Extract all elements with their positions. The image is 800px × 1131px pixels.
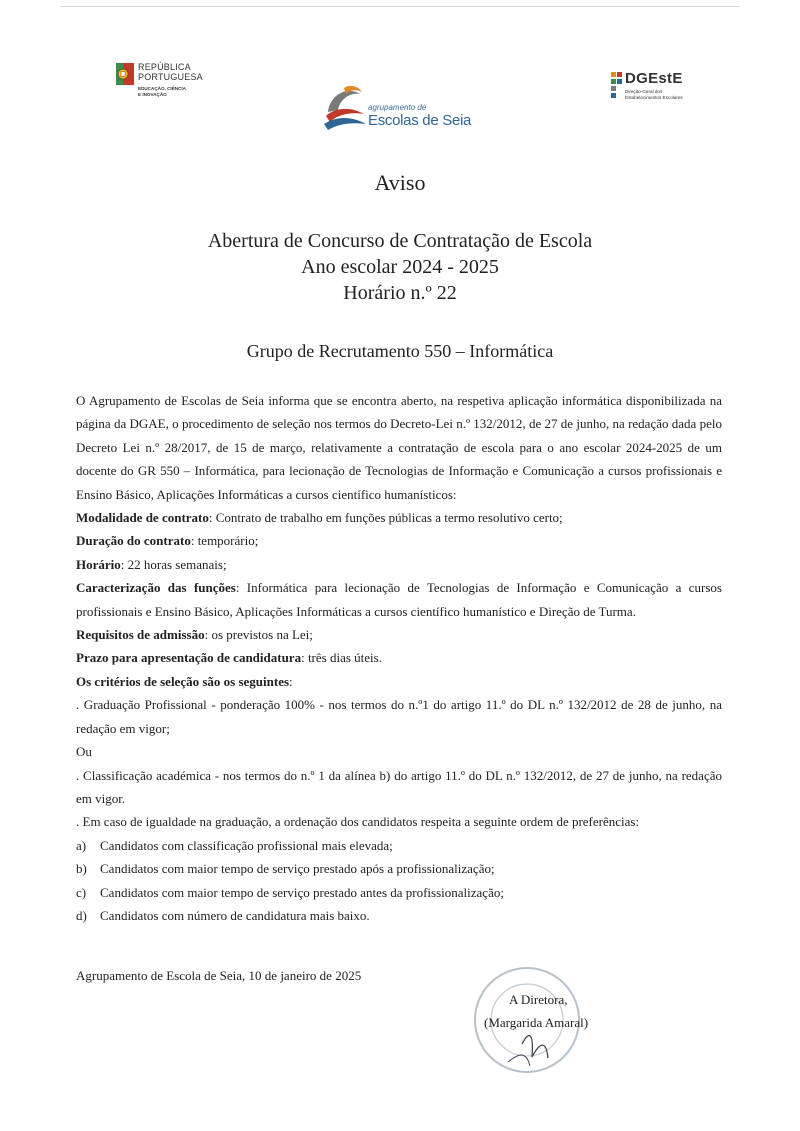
criteria-heading — [76, 670, 722, 693]
field-value: : Informática para lecionação de Tecnologias de Informação e Comunicação a cursos profissionais e Ensino Básico, Aplicações Informáticas a cursos científico humanístico e Direção de Turma. — [76, 580, 722, 619]
scan-edge-line — [60, 6, 740, 7]
field-value: : três dias úteis. — [301, 650, 382, 666]
place-and-date: Agrupamento de Escola de Seia, 10 de janeiro de 2025 — [76, 968, 362, 983]
recruitment-group: Grupo de Recrutamento 550 – Informática — [246, 341, 554, 361]
dgeste-sub-line2: Estabelecimentos Escolares — [625, 94, 683, 100]
field-label: Requisitos de admissão — [76, 627, 205, 643]
dgeste-logo — [611, 70, 721, 115]
criteria-item-2: . Classificação académica - nos termos do n.º 1 da alínea b) do artigo 11.º do DL n.º 132/2012, de 27 de junho, na redação em vigor. — [76, 767, 722, 806]
field-label: Prazo para apresentação de candidatura — [76, 650, 302, 666]
subtitle-line1: Abertura de Concurso de Contratação de Escola — [207, 230, 593, 252]
list-text: Candidatos com maior tempo de serviço prestado após a profissionalização; — [100, 861, 495, 877]
list-marker: d) — [76, 907, 87, 923]
signature-name: (Margarida Amaral) — [484, 1015, 589, 1030]
dgeste-title: DGEstE — [625, 70, 683, 87]
list-marker: b) — [76, 861, 87, 877]
signature-role: A Diretora, — [509, 992, 568, 1007]
escolas-de-seia-logo — [322, 82, 472, 134]
criteria-or: Ou — [76, 744, 92, 760]
field-label: Duração do contrato — [76, 533, 191, 549]
ministry-name — [138, 86, 186, 97]
field-requisitos — [76, 623, 722, 646]
list-text: Candidatos com número de candidatura mais baixo. — [100, 907, 370, 923]
field-label: Modalidade de contrato — [76, 510, 209, 526]
escolas-swirl-icon — [322, 82, 368, 132]
subtitle-line2: Ano escolar 2024 - 2025 — [301, 256, 499, 278]
field-duracao — [76, 529, 722, 552]
ministry-line1: EDUCAÇÃO, CIÊNCIA — [138, 86, 186, 91]
criteria-heading-colon: : — [289, 673, 293, 689]
dgeste-mark-icon — [611, 72, 623, 98]
field-label: Horário — [76, 556, 121, 572]
list-marker: a) — [76, 837, 87, 853]
republica-line2: PORTUGUESA — [138, 72, 203, 82]
intro-paragraph: O Agrupamento de Escolas de Seia informa que se encontra aberto, na respetiva aplicação informática disponibilizada na página da DGAE, o procedimento de seleção nos termos do Decreto-Lei n.º 132/2012, de 27 de junho, na redação dada pelo Decreto Lei n.º 28/2017, de 15 de março, relativamente a contratação de escola para o ano escolar 2024-2025 de um docente do GR 550 – Informática, para lecionação de Tecnologias de Informação e Comunicação a cursos profissionais e Ensino Básico, Aplicações Informáticas a cursos científico humanísticos: — [76, 393, 722, 502]
list-text: Candidatos com maior tempo de serviço prestado antes da profissionalização; — [100, 884, 504, 900]
field-value: : temporário; — [190, 533, 259, 549]
criteria-item-1: . Graduação Profissional - ponderação 100% - nos termos do n.º1 do artigo 11.º do DL n.º 132/2012 de 28 de junho, na redação em vigor; — [76, 697, 722, 736]
dgeste-sub-line1: Direção-Geral dos — [625, 89, 663, 94]
list-item — [76, 881, 722, 904]
dgeste-subtitle — [625, 89, 683, 100]
escolas-line2: Escolas de Seia — [368, 112, 472, 129]
document-body — [76, 389, 722, 927]
ministry-line2: E INOVAÇÃO — [138, 91, 167, 97]
field-prazo — [76, 646, 722, 669]
criteria-heading-text: Os critérios de seleção são os seguintes — [76, 673, 290, 689]
tie-break-intro: . Em caso de igualdade na graduação, a ordenação dos candidatos respeita a seguinte ordem de preferências: — [76, 814, 640, 830]
field-modalidade — [76, 506, 722, 529]
field-caracterizacao — [76, 576, 722, 623]
field-value: : 22 horas semanais; — [120, 556, 227, 572]
field-value: : Contrato de trabalho em funções públicas a termo resolutivo certo; — [208, 510, 563, 526]
field-value: : os previstos na Lei; — [204, 627, 313, 643]
document-title: Aviso — [374, 170, 426, 195]
subtitle-line3: Horário n.º 22 — [343, 282, 457, 304]
escolas-line1: agrupamento de — [368, 103, 427, 112]
republica-title — [138, 62, 203, 82]
list-item — [76, 857, 722, 880]
list-item — [76, 834, 722, 857]
list-item — [76, 904, 722, 927]
list-marker: c) — [76, 884, 87, 900]
field-horario — [76, 553, 722, 576]
republic-emblem-icon — [116, 63, 134, 85]
republica-portuguesa-logo — [116, 62, 226, 112]
field-label: Caracterização das funções — [76, 580, 236, 596]
list-text: Candidatos com classificação profissional mais elevada; — [100, 837, 393, 853]
republica-line1: REPÚBLICA — [138, 62, 191, 72]
